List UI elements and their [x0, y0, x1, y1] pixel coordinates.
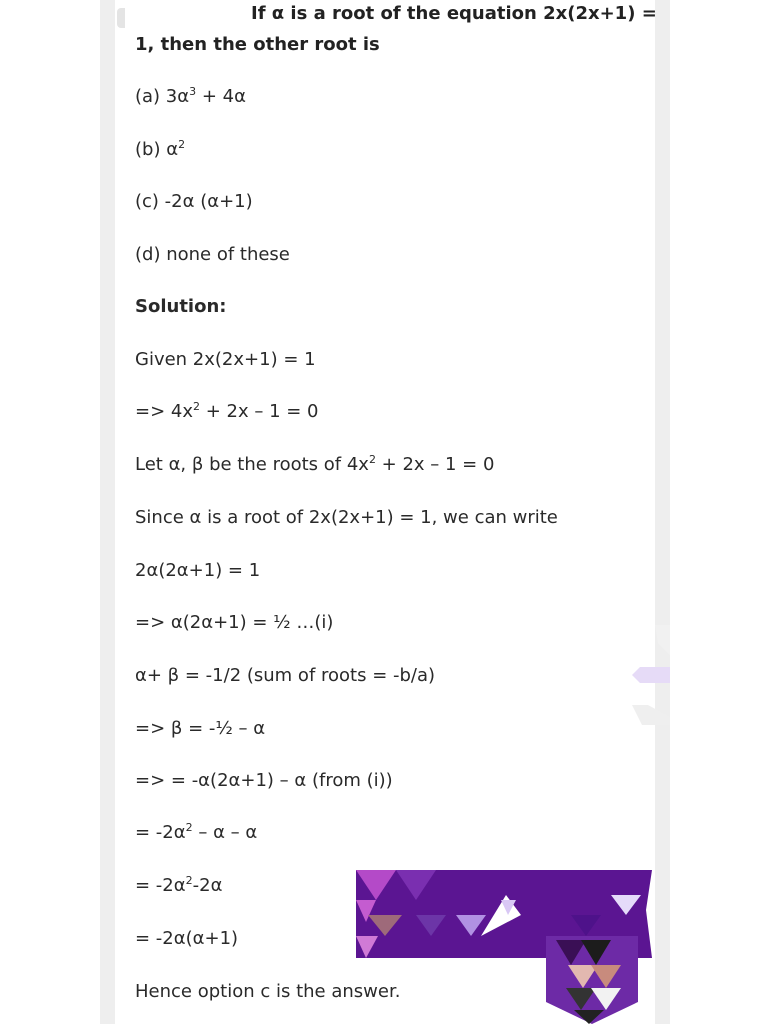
step-line: = $-2\alpha^2$ – α – α [135, 821, 258, 843]
question-line-2: 1, then the other root is [135, 34, 380, 55]
step-line: Given 2x(2x+1) = 1 [135, 349, 316, 370]
option-c: (c) -2α (α+1) [135, 191, 253, 212]
solution-heading: Solution: [135, 296, 227, 317]
conclusion: Hence option c is the answer. [135, 981, 401, 1002]
step-line: => = -α(2α+1) – α (from (i)) [135, 770, 393, 791]
left-margin [100, 0, 115, 1024]
option-a: (a) $3\alpha^3 + 4\alpha$ [135, 85, 246, 107]
option-d: (d) none of these [135, 244, 290, 265]
decorative-pattern-icon [356, 870, 656, 1024]
step-line: 2α(2α+1) = 1 [135, 560, 261, 581]
page-tab-stub [117, 8, 125, 28]
step-line: => β = -½ – α [135, 718, 266, 739]
decorative-triangle-icon [620, 625, 670, 725]
right-margin [655, 0, 670, 1024]
step-line: α+ β = -1/2 (sum of roots = -b/a) [135, 665, 436, 686]
step-line: = $-2\alpha^2-2\alpha$ [135, 874, 223, 896]
step-line: = -2α(α+1) [135, 928, 239, 949]
step-line: => α(2α+1) = ½ …(i) [135, 612, 334, 633]
step-line: Since α is a root of 2x(2x+1) = 1, we can write [135, 507, 558, 528]
step-line: Let α, β be the roots of $4x^2 + 2x - 1 = 0$ [135, 453, 495, 475]
step-line: => $4x^2 + 2x - 1 = 0$ [135, 400, 319, 422]
question-line-1: If α is a root of the equation 2x(2x+1) = [251, 3, 657, 24]
option-b: (b) $\alpha^2$ [135, 138, 186, 160]
